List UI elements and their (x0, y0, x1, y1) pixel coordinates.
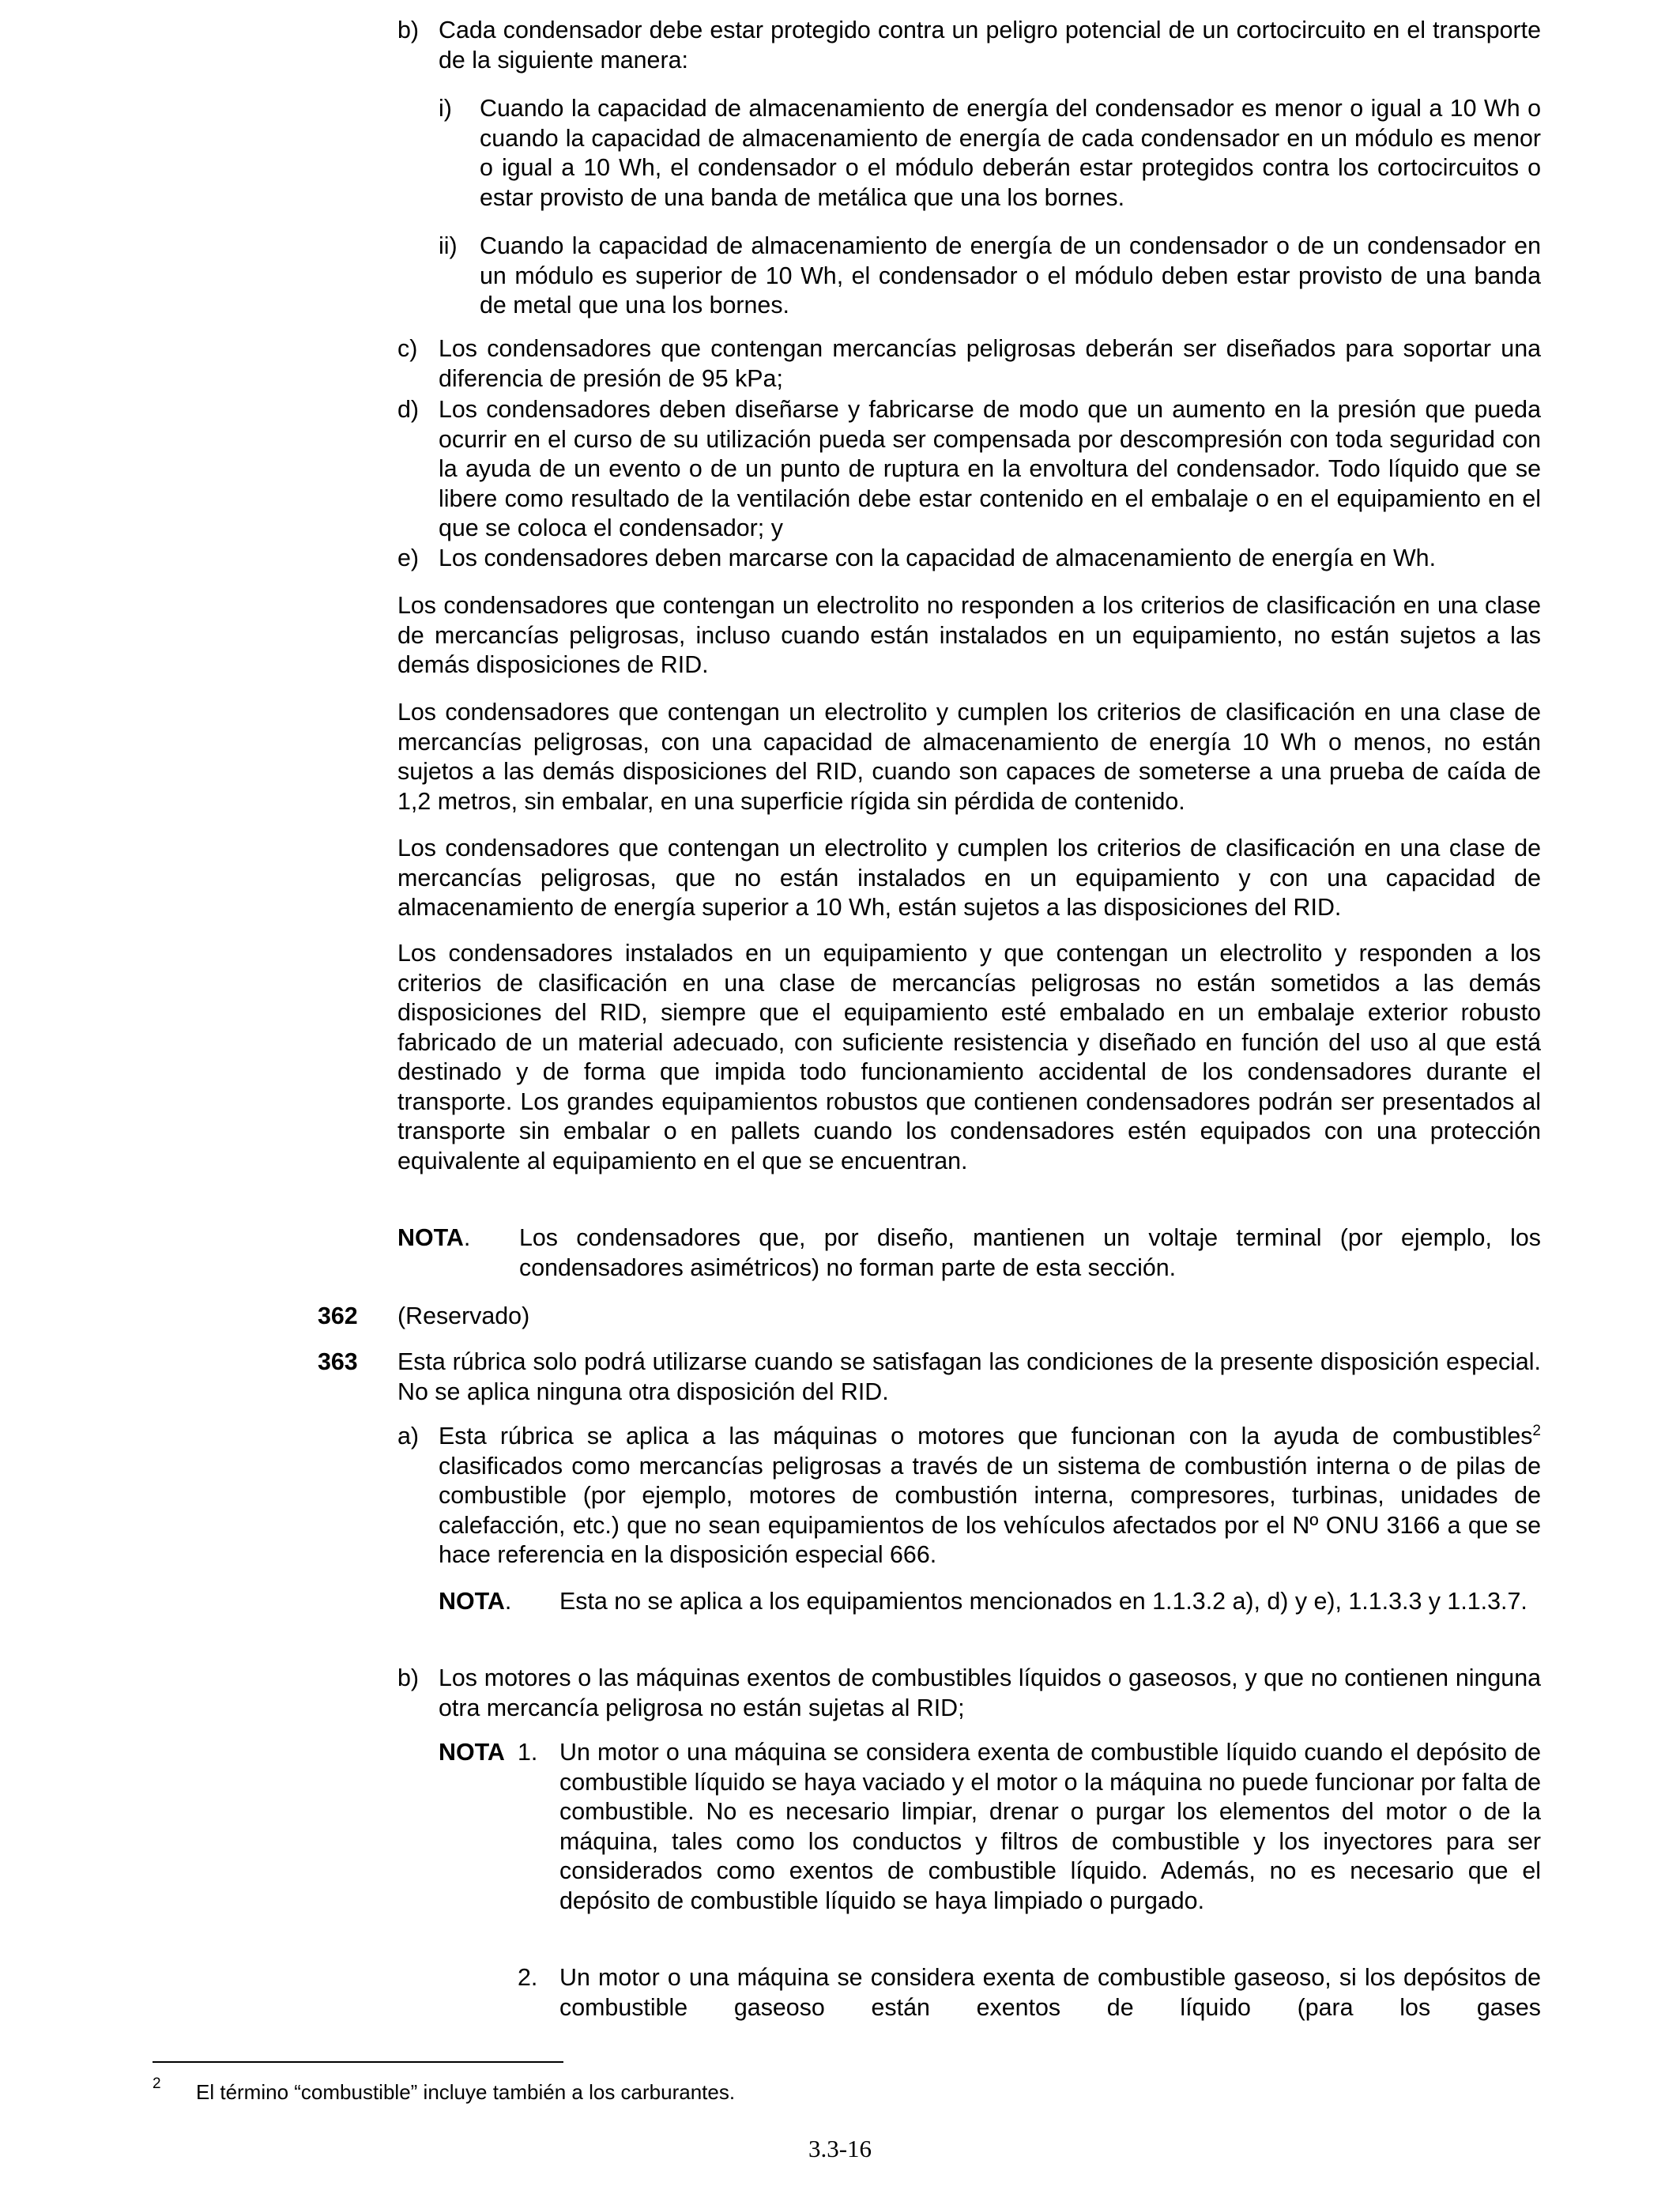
section-number-363: 363 (318, 1348, 358, 1375)
note-label: NOTA. (397, 1224, 471, 1251)
item-label-e: e) (397, 545, 420, 571)
note-363-b-item-1: Un motor o una máquina se considera exenta de combustible líquido cuando el depósito de combustible líquido se haya vaciado y el motor o la máquina no puede funcionar por falta de combustible. No es necesario limpiar, drenar o purgar los elementos del motor o de la máquina, tales como los conductos y filtros de combustible y los inyectores para ser considerados como exentos de combustible líquido. Además, no es necesario que el depósito de combustible líquido se haya limpiado o purgado. (559, 1739, 1541, 1914)
note-number-1: 1. (518, 1739, 538, 1766)
note-label-363-a: NOTA. (439, 1588, 512, 1615)
paragraph-4: Los condensadores instalados en un equipamiento y que contengan un electrolito y responden a los criterios de clasificación en una clase de mercancías peligrosas no están sometidos a las demás disposiciones del RID, siempre que el equipamiento esté embalado en un embalaje exterior robusto fabricado de un material adecuado, con suficiente resistencia y diseñado en función del uso al que está destinado y de forma que impida todo funcionamiento accidental de los condensadores durante el transporte. Los grandes equipamientos robustos que contienen condensadores podrán ser presentados al transporte sin embalar o en pallets cuando los condensadores estén equipados con una protección equivalente al equipamiento en el que se encuentran. (397, 940, 1541, 1174)
item-d-text: Los condensadores deben diseñarse y fabricarse de modo que un aumento en la presión que pueda ocurrir en el curso de su utilización pueda ser compensada por descompresión con toda seguridad con la ayuda de un evento o de un punto de ruptura en la envoltura del condensador. Todo líquido que se libere como resultado de la ventilación debe estar contenido en el embalaje o en el equipamiento en el que se coloca el condensador; y (439, 396, 1541, 541)
section-362-text: (Reservado) (397, 1302, 530, 1329)
note-label-363-b: NOTA (439, 1739, 505, 1766)
subitem-label-ii: ii) (439, 232, 458, 259)
paragraph-1: Los condensadores que contengan un electrolito no responden a los criterios de clasificación en una clase de mercancías peligrosas, incluso cuando están instalados en un equipamiento, no están sujetos a las demás disposiciones de RID. (397, 592, 1541, 678)
note-text: Los condensadores que, por diseño, mantienen un voltaje terminal (por ejemplo, los condensadores asimétricos) no forman parte de esta sección. (519, 1224, 1541, 1281)
subitem-ii-text: Cuando la capacidad de almacenamiento de energía de un condensador o de un condensador en un módulo es superior de 10 Wh, el condensador o el módulo deben estar provisto de una banda de metal que una los bornes. (480, 232, 1541, 319)
note-363-b-item-2: Un motor o una máquina se considera exenta de combustible gaseoso, si los depósitos de combustible gaseoso están exentos de líquido (para los gases (559, 1964, 1541, 2021)
footnote-reference: 2 (1532, 1422, 1541, 1439)
item-label-b: b) (397, 17, 420, 43)
subitem-label-i: i) (439, 95, 452, 122)
footnote-divider (153, 2061, 563, 2063)
footnote-text: El término “combustible” incluye también a los carburantes. (196, 2080, 736, 2104)
item-e-text: Los condensadores deben marcarse con la capacidad de almacenamiento de energía en Wh. (439, 545, 1437, 571)
note-number-2: 2. (518, 1964, 538, 1991)
item-b-text: Cada condensador debe estar protegido contra un peligro potencial de un cortocircuito en el transporte de la siguiente manera: (439, 17, 1541, 74)
item-label-d: d) (397, 396, 420, 423)
item-label-c: c) (397, 335, 418, 362)
paragraph-2: Los condensadores que contengan un electrolito y cumplen los criterios de clasificación en una clase de mercancías peligrosas, con una capacidad de almacenamiento de energía 10 Wh o menos, no están sujetos a las demás disposiciones del RID, cuando son capaces de someterse a una prueba de caída de 1,2 metros, sin embalar, en una superficie rígida sin pérdida de contenido. (397, 699, 1541, 815)
item-label-363-b: b) (397, 1664, 420, 1691)
subitem-i-text: Cuando la capacidad de almacenamiento de energía del condensador es menor o igual a 10 Wh o cuando la capacidad de almacenamiento de energía de cada condensador en un módulo es menor o igual a 10 Wh, el condensador o el módulo deberán estar protegidos contra los cortocircuitos o estar provisto de una banda de metálica que una los bornes. (480, 95, 1541, 211)
paragraph-3: Los condensadores que contengan un electrolito y cumplen los criterios de clasificación en una clase de mercancías peligrosas, que no están instalados en un equipamiento y con una capacidad de almacenamiento de energía superior a 10 Wh, están sujetos a las disposiciones del RID. (397, 835, 1541, 921)
item-363-a-text: Esta rúbrica se aplica a las máquinas o motores que funcionan con la ayuda de combustibles$^2$ clasificados como mercancías peligrosas a través de un sistema de combustión interna o de pilas de combustible (por ejemplo, motores de combustión interna, compresores, turbinas, unidades de calefacción, etc.) que no sean equipamientos de los vehículos afectados por el Nº ONU 3166 a que se hace referencia en la disposición especial 666. (439, 1422, 1541, 1568)
item-label-363-a: a) (397, 1423, 420, 1449)
item-c-text: Los condensadores que contengan mercancías peligrosas deberán ser diseñados para soportar una diferencia de presión de 95 kPa; (439, 335, 1541, 392)
section-number-362: 362 (318, 1302, 358, 1329)
section-363-text: Esta rúbrica solo podrá utilizarse cuando se satisfagan las condiciones de la presente disposición especial. No se aplica ninguna otra disposición del RID. (397, 1348, 1541, 1405)
page-number: 3.3-16 (808, 2135, 872, 2162)
footnote-marker: 2 (153, 2075, 161, 2092)
item-363-b-text: Los motores o las máquinas exentos de combustibles líquidos o gaseosos, y que no contienen ninguna otra mercancía peligrosa no están sujetas al RID; (439, 1664, 1541, 1721)
note-363-a-text: Esta no se aplica a los equipamientos mencionados en 1.1.3.2 a), d) y e), 1.1.3.3 y 1.1.3.7. (559, 1588, 1527, 1615)
